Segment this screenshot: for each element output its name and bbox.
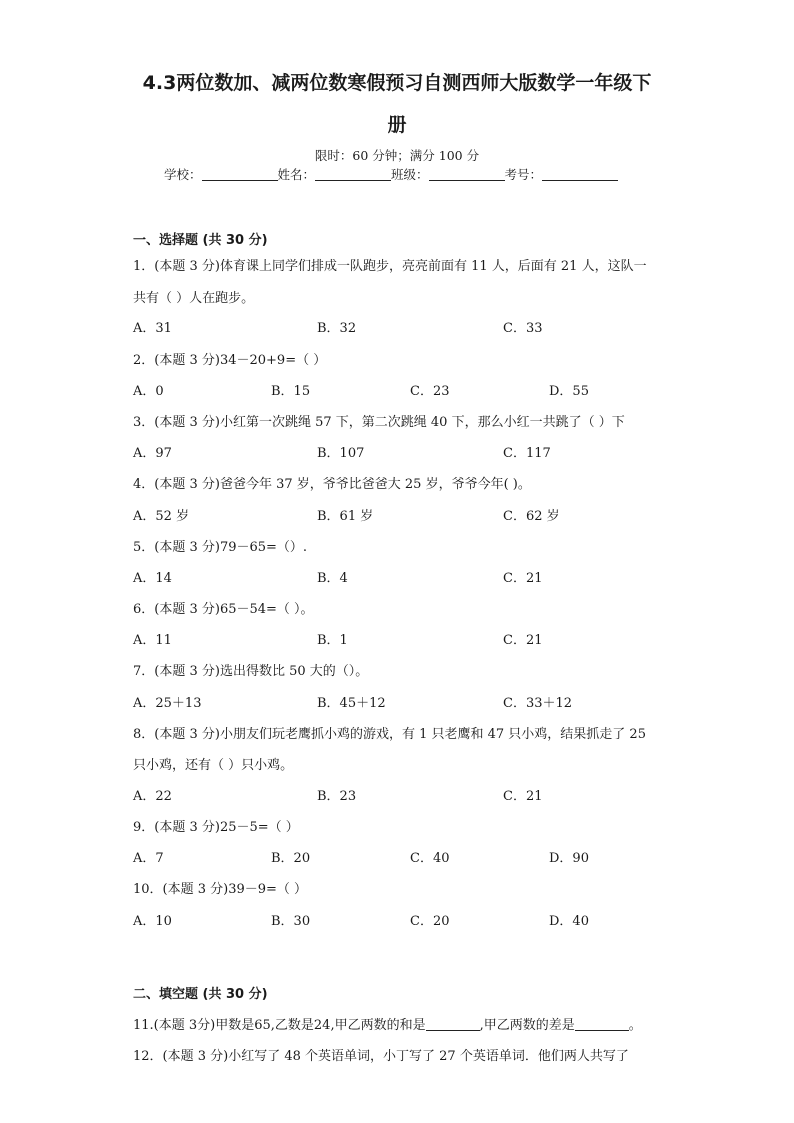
- exam-title-line2: 册: [387, 114, 407, 136]
- question-11-text1: 11.(本题 3分)甲数是65,乙数是24,甲乙两数的和是: [133, 1018, 426, 1033]
- question-5: 5．(本题 3 分)79－65=（）.: [133, 540, 308, 555]
- option-a[interactable]: A．0: [133, 384, 164, 399]
- option-c[interactable]: C．33＋12: [503, 696, 573, 711]
- question-11-text2: ,甲乙两数的差是: [479, 1018, 575, 1033]
- question-9-options: [133, 847, 693, 865]
- option-b[interactable]: B．61 岁: [317, 509, 374, 524]
- option-c[interactable]: C．21: [503, 633, 543, 648]
- option-c[interactable]: C．62 岁: [503, 509, 560, 524]
- option-a[interactable]: A．10: [133, 914, 172, 929]
- question-9: 9．(本题 3 分)25－5=（ ）: [133, 820, 299, 835]
- question-8-line2: 只小鸡，还有（ ）只小鸡。: [133, 758, 294, 773]
- question-3: 3．(本题 3 分)小红第一次跳绳 57 下，第二次跳绳 40 下，那么小红一共跳了（ ）下: [133, 415, 625, 430]
- option-a[interactable]: A．25＋13: [133, 696, 202, 711]
- option-c[interactable]: C．21: [503, 789, 543, 804]
- option-b[interactable]: B．20: [271, 851, 311, 866]
- question-10-options: [133, 910, 693, 928]
- question-2-options: [133, 380, 693, 398]
- question-4: 4．(本题 3 分)爸爸今年 37 岁，爷爷比爸爸大 25 岁，爷爷今年( )。: [133, 477, 531, 492]
- answer-blank-difference[interactable]: [575, 1018, 629, 1031]
- option-a[interactable]: A．22: [133, 789, 172, 804]
- option-a[interactable]: A．7: [133, 851, 164, 866]
- option-b[interactable]: B．23: [317, 789, 357, 804]
- school-blank[interactable]: [202, 168, 278, 181]
- option-c[interactable]: C．40: [410, 851, 450, 866]
- question-7: 7．(本题 3 分)选出得数比 50 大的（）。: [133, 664, 369, 679]
- question-10: 10．(本题 3 分)39－9=（ ）: [133, 882, 308, 897]
- exam-no-blank[interactable]: [542, 168, 618, 181]
- option-b[interactable]: B．107: [317, 446, 365, 461]
- option-a[interactable]: A．31: [133, 321, 172, 336]
- name-label: 姓名：: [277, 167, 316, 182]
- question-11: [133, 1014, 642, 1033]
- question-12: 12．(本题 3 分)小红写了 48 个英语单词，小丁写了 27 个英语单词．他们两人共写了: [133, 1049, 629, 1064]
- option-a[interactable]: A．11: [133, 633, 172, 648]
- question-7-options: [133, 692, 693, 710]
- section-fill-heading: 二、填空题 (共 30 分): [133, 987, 268, 1002]
- option-b[interactable]: B．32: [317, 321, 357, 336]
- option-a[interactable]: A．97: [133, 446, 172, 461]
- name-blank[interactable]: [315, 168, 391, 181]
- exam-title-line1: 4.3两位数加、减两位数寒假预习自测西师大版数学一年级下: [142, 72, 652, 94]
- section-choice-heading: 一、选择题 (共 30 分): [133, 233, 268, 248]
- question-3-options: [133, 442, 693, 460]
- question-5-options: [133, 567, 693, 585]
- class-blank[interactable]: [429, 168, 505, 181]
- question-1-line2: 共有（ ）人在跑步。: [133, 291, 255, 306]
- question-8-line1: 8．(本题 3 分)小朋友们玩老鹰抓小鸡的游戏，有 1 只老鹰和 47 只小鸡，结果抓走了 25: [133, 727, 646, 742]
- option-c[interactable]: C．117: [503, 446, 551, 461]
- question-6-options: [133, 629, 693, 647]
- option-d[interactable]: D．40: [549, 914, 589, 929]
- time-score-info: 限时：60 分钟；满分 100 分: [314, 148, 480, 163]
- exam-no-label: 考号：: [504, 167, 543, 182]
- class-label: 班级：: [391, 167, 429, 182]
- option-b[interactable]: B．1: [317, 633, 348, 648]
- option-c[interactable]: C．33: [503, 321, 543, 336]
- question-1-options: [133, 317, 693, 335]
- student-info-line: [164, 165, 618, 183]
- option-a[interactable]: A．14: [133, 571, 172, 586]
- question-2: 2．(本题 3 分)34－20+9=（ ）: [133, 353, 327, 368]
- school-label: 学校：: [164, 167, 202, 182]
- answer-blank-sum[interactable]: [426, 1018, 480, 1031]
- question-6: 6．(本题 3 分)65－54=（ ）。: [133, 602, 314, 617]
- option-b[interactable]: B．4: [317, 571, 348, 586]
- option-b[interactable]: B．30: [271, 914, 311, 929]
- option-c[interactable]: C．20: [410, 914, 450, 929]
- question-1-line1: 1．(本题 3 分)体育课上同学们排成一队跑步，亮亮前面有 11 人，后面有 21 人，这队一: [133, 259, 647, 274]
- option-d[interactable]: D．55: [549, 384, 589, 399]
- option-b[interactable]: B．45＋12: [317, 696, 386, 711]
- question-4-options: [133, 505, 693, 523]
- option-c[interactable]: C．21: [503, 571, 543, 586]
- option-c[interactable]: C．23: [410, 384, 450, 399]
- option-a[interactable]: A．52 岁: [133, 509, 190, 524]
- question-8-options: [133, 785, 693, 803]
- question-11-text3: 。: [628, 1018, 642, 1033]
- option-d[interactable]: D．90: [549, 851, 589, 866]
- option-b[interactable]: B．15: [271, 384, 311, 399]
